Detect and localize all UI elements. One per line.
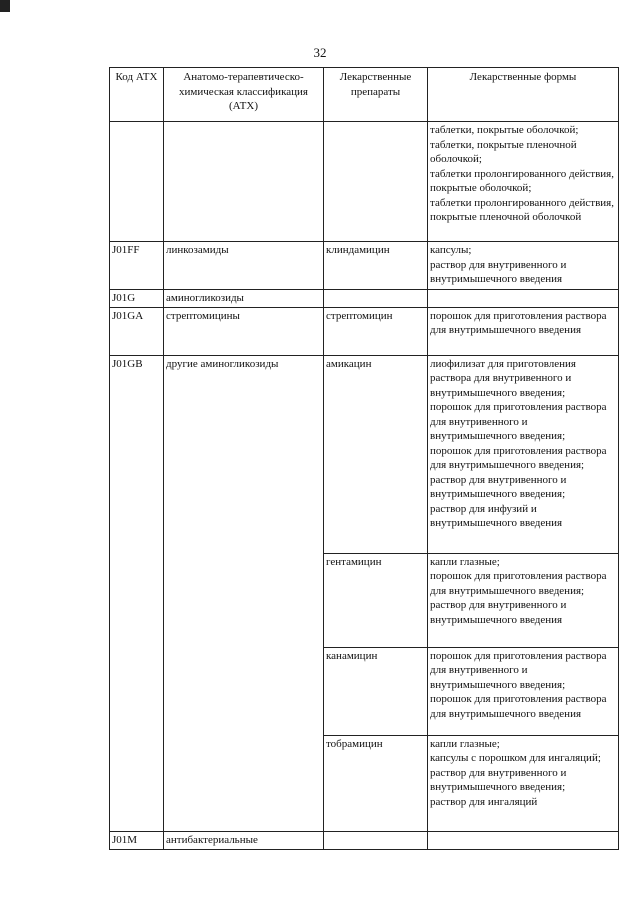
header-code: Код АТХ (110, 68, 164, 122)
cell-drug: тобрамицин (324, 735, 428, 831)
table-row (110, 307, 619, 355)
header-classification: Анатомо-терапевтическо-химическая классификация (АТХ) (164, 68, 324, 122)
table-row (110, 831, 619, 849)
cell-forms: порошок для приготовления раствора для внутримышечного введения (428, 307, 619, 355)
cell-code (110, 122, 164, 242)
page-number: 32 (313, 45, 327, 60)
cell-classification: линкозамиды (164, 242, 324, 290)
cell-forms (428, 290, 619, 308)
header-drugs: Лекарственные препараты (324, 68, 428, 122)
cell-forms: капсулы; раствор для внутривенного и внутримышечного введения (428, 242, 619, 290)
cell-drug: стрептомицин (324, 307, 428, 355)
cell-drug (324, 290, 428, 308)
cell-classification: стрептомицины (164, 307, 324, 355)
cell-drug (324, 831, 428, 849)
cell-drug: канамицин (324, 647, 428, 735)
table-row (110, 122, 619, 242)
cell-forms (428, 831, 619, 849)
cell-drug: клиндамицин (324, 242, 428, 290)
cell-forms: лиофилизат для приготовления раствора для внутривенного и внутримышечного введения; порошок для приготовления раствора для внутривенного и внутримышечного введения; порошок для приготовления раствора для внутримышечного введения; раствор для внутривенного и внутримышечного введения; раствор для инфузий и внутримышечного введения (428, 355, 619, 553)
cell-forms: таблетки, покрытые оболочкой; таблетки, покрытые пленочной оболочкой; таблетки пролонгированного действия, покрытые оболочкой; таблетки пролонгированного действия, покрытые пленочной оболочкой (428, 122, 619, 242)
cell-code: J01G (110, 290, 164, 308)
cell-drug (324, 122, 428, 242)
scan-corner-mark (0, 0, 10, 12)
header-forms: Лекарственные формы (428, 68, 619, 122)
cell-classification: аминогликозиды (164, 290, 324, 308)
atc-drug-table (109, 67, 619, 850)
table-header-row (110, 68, 619, 122)
cell-drug: гентамицин (324, 553, 428, 647)
table-row (110, 242, 619, 290)
table-row (110, 355, 619, 553)
cell-forms: капли глазные; порошок для приготовления раствора для внутримышечного введения; раствор для внутривенного и внутримышечного введения (428, 553, 619, 647)
cell-code: J01FF (110, 242, 164, 290)
cell-code: J01GB (110, 355, 164, 831)
cell-drug: амикацин (324, 355, 428, 553)
cell-forms: порошок для приготовления раствора для внутривенного и внутримышечного введения; порошок для приготовления раствора для внутримышечного введения (428, 647, 619, 735)
cell-code: J01M (110, 831, 164, 849)
cell-classification (164, 122, 324, 242)
cell-classification: антибактериальные (164, 831, 324, 849)
cell-code: J01GA (110, 307, 164, 355)
cell-classification: другие аминогликозиды (164, 355, 324, 831)
table-row (110, 290, 619, 308)
cell-forms: капли глазные; капсулы с порошком для ингаляций; раствор для внутривенного и внутримышечного введения; раствор для ингаляций (428, 735, 619, 831)
